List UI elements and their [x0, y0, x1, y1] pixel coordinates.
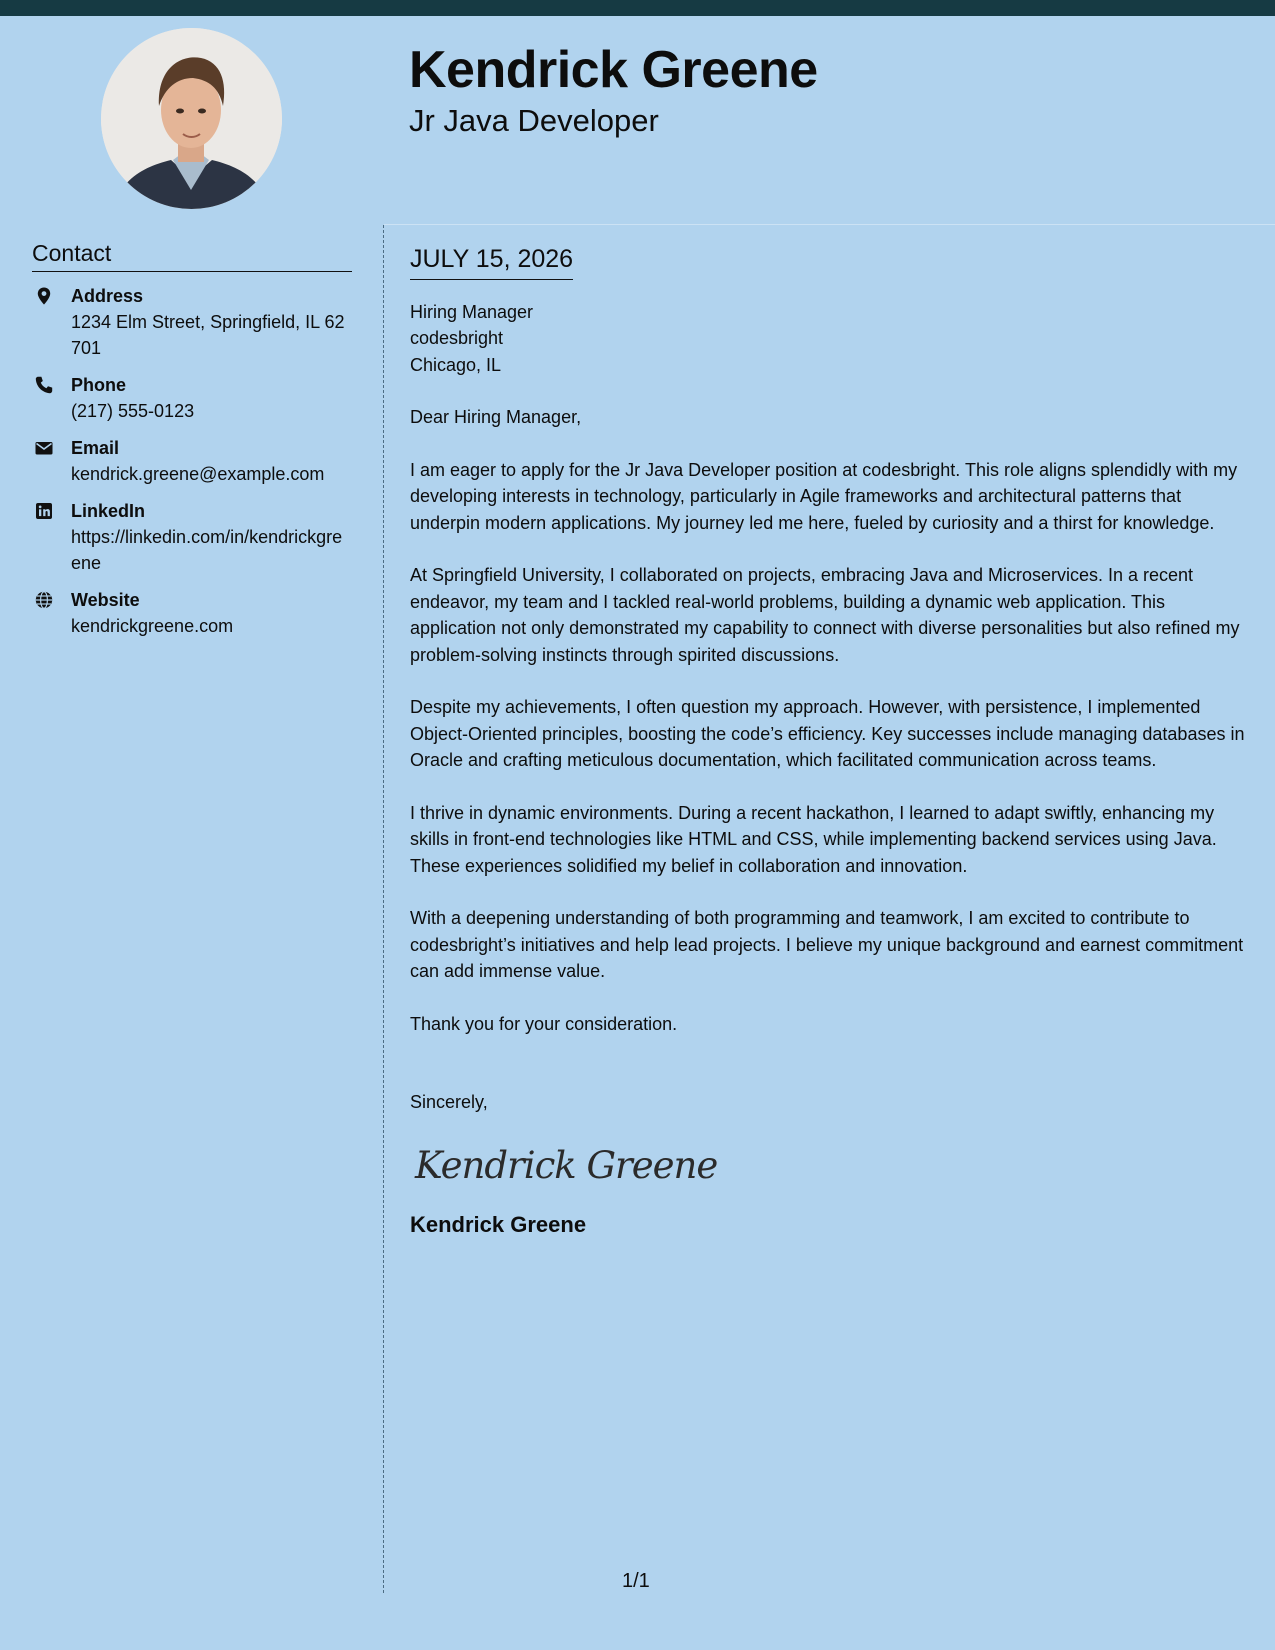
contact-sidebar — [32, 240, 352, 639]
letter-paragraph: Thank you for your consideration. — [410, 1013, 678, 1034]
letter-date: JULY 15, 2026 — [410, 243, 573, 280]
letter-paragraph: I am eager to apply for the Jr Java Developer position at codesbright. This role aligns splendidly with my developing interests in technology, particularly in Agile frameworks and architectural patterns that underpin modern applications. My journey led me here, fueled by curiosity and a thirst for knowledge. — [410, 459, 1238, 533]
contact-label: Address — [71, 285, 144, 306]
recipient-block — [410, 299, 1250, 379]
phone-icon — [34, 375, 54, 395]
page-number: 1/1 — [622, 1570, 650, 1592]
map-pin-icon — [34, 286, 54, 306]
contact-value: 1234 Elm Street, Springfield, IL 62701 — [71, 311, 345, 358]
column-divider — [383, 225, 384, 1593]
contact-label: Phone — [71, 374, 127, 395]
letter-body — [410, 243, 1250, 1239]
contact-label: Website — [71, 589, 140, 610]
letter-paragraph: I thrive in dynamic environments. During a recent hackathon, I learned to adapt swiftly, enhancing my skills in front-end technologies like HTML and CSS, while implementing backend services using Java. These experiences solidified my belief in collaboration and innovation. — [410, 802, 1217, 876]
contact-heading: Contact — [32, 240, 352, 272]
profile-photo — [101, 28, 282, 209]
contact-item-website — [32, 588, 352, 639]
recipient-line: Chicago, IL — [410, 354, 502, 375]
letter-paragraph: Despite my achievements, I often question my approach. However, with persistence, I implemented Object-Oriented principles, boosting the code’s efficiency. Key successes include managing databases in Oracle and crafting meticulous documentation, which facilitated communication across teams. — [410, 697, 1245, 770]
globe-icon — [34, 590, 54, 610]
contact-value: (217) 555-0123 — [71, 400, 195, 421]
letter-paragraph: At Springfield University, I collaborated on projects, embracing Java and Microservices. In a recent endeavor, my team and I tackled real-world problems, building a dynamic web application. This application not only demonstrated my capability to connect with diverse personalities but also refined my problem-solving instincts through spirited discussions. — [410, 565, 1240, 665]
contact-item-address — [32, 284, 352, 361]
recipient-line: Hiring Manager — [410, 301, 534, 322]
candidate-name: Kendrick Greene — [409, 41, 818, 99]
signer-name: Kendrick Greene — [410, 1212, 587, 1238]
letter-paragraph: With a deepening understanding of both programming and teamwork, I am excited to contribute to codesbright’s initiatives and help lead projects. I believe my unique background and earnest commitment can add immense value. — [410, 908, 1244, 981]
envelope-icon — [34, 438, 54, 458]
contact-item-email — [32, 436, 352, 487]
top-accent-bar — [0, 0, 1275, 16]
salutation: Dear Hiring Manager, — [410, 407, 582, 427]
contact-item-phone — [32, 373, 352, 424]
recipient-line: codesbright — [410, 328, 504, 348]
contact-value[interactable]: https://linkedin.com/in/kendrickgreene — [71, 526, 343, 573]
linkedin-icon — [34, 501, 54, 521]
contact-value[interactable]: kendrick.greene@example.com — [71, 463, 325, 484]
contact-label: LinkedIn — [71, 500, 146, 521]
handwritten-signature: Kendrick Greene — [415, 1143, 718, 1187]
closing: Sincerely, — [410, 1092, 488, 1112]
header-divider — [384, 224, 1275, 225]
contact-item-linkedin — [32, 499, 352, 576]
contact-label: Email — [71, 437, 120, 458]
job-title: Jr Java Developer — [409, 103, 659, 138]
contact-value[interactable]: kendrickgreene.com — [71, 615, 234, 636]
